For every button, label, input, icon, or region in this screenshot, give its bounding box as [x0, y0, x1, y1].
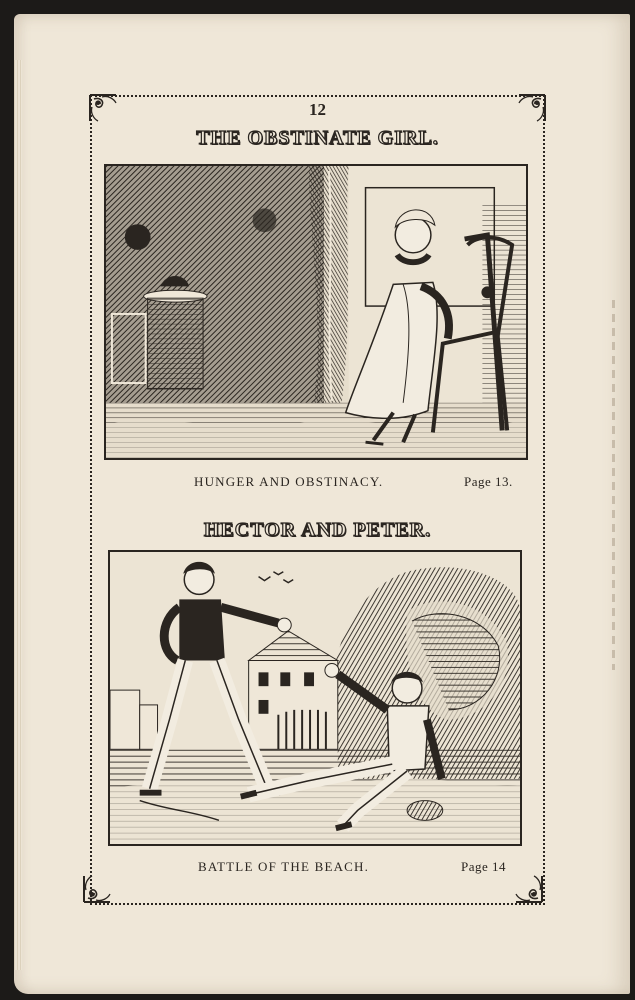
corner-ornament-icon	[512, 872, 546, 906]
page-edge	[14, 60, 22, 970]
section-title: THE OBSTINATE GIRL.	[196, 127, 439, 149]
page-reference: Page 14	[461, 859, 507, 874]
section-title: HECTOR AND PETER.	[203, 519, 432, 541]
binding-stitch	[612, 300, 615, 670]
page-reference: Page 13.	[464, 474, 513, 489]
corner-ornament-icon	[80, 872, 114, 906]
plate-caption: HUNGER AND OBSTINACY.	[194, 474, 384, 489]
plate-caption: BATTLE OF THE BEACH.	[198, 859, 370, 874]
engraving-battle-of-the-beach	[108, 550, 522, 846]
page-number: 12	[309, 100, 326, 119]
engraving-hunger-and-obstinacy	[104, 164, 528, 460]
